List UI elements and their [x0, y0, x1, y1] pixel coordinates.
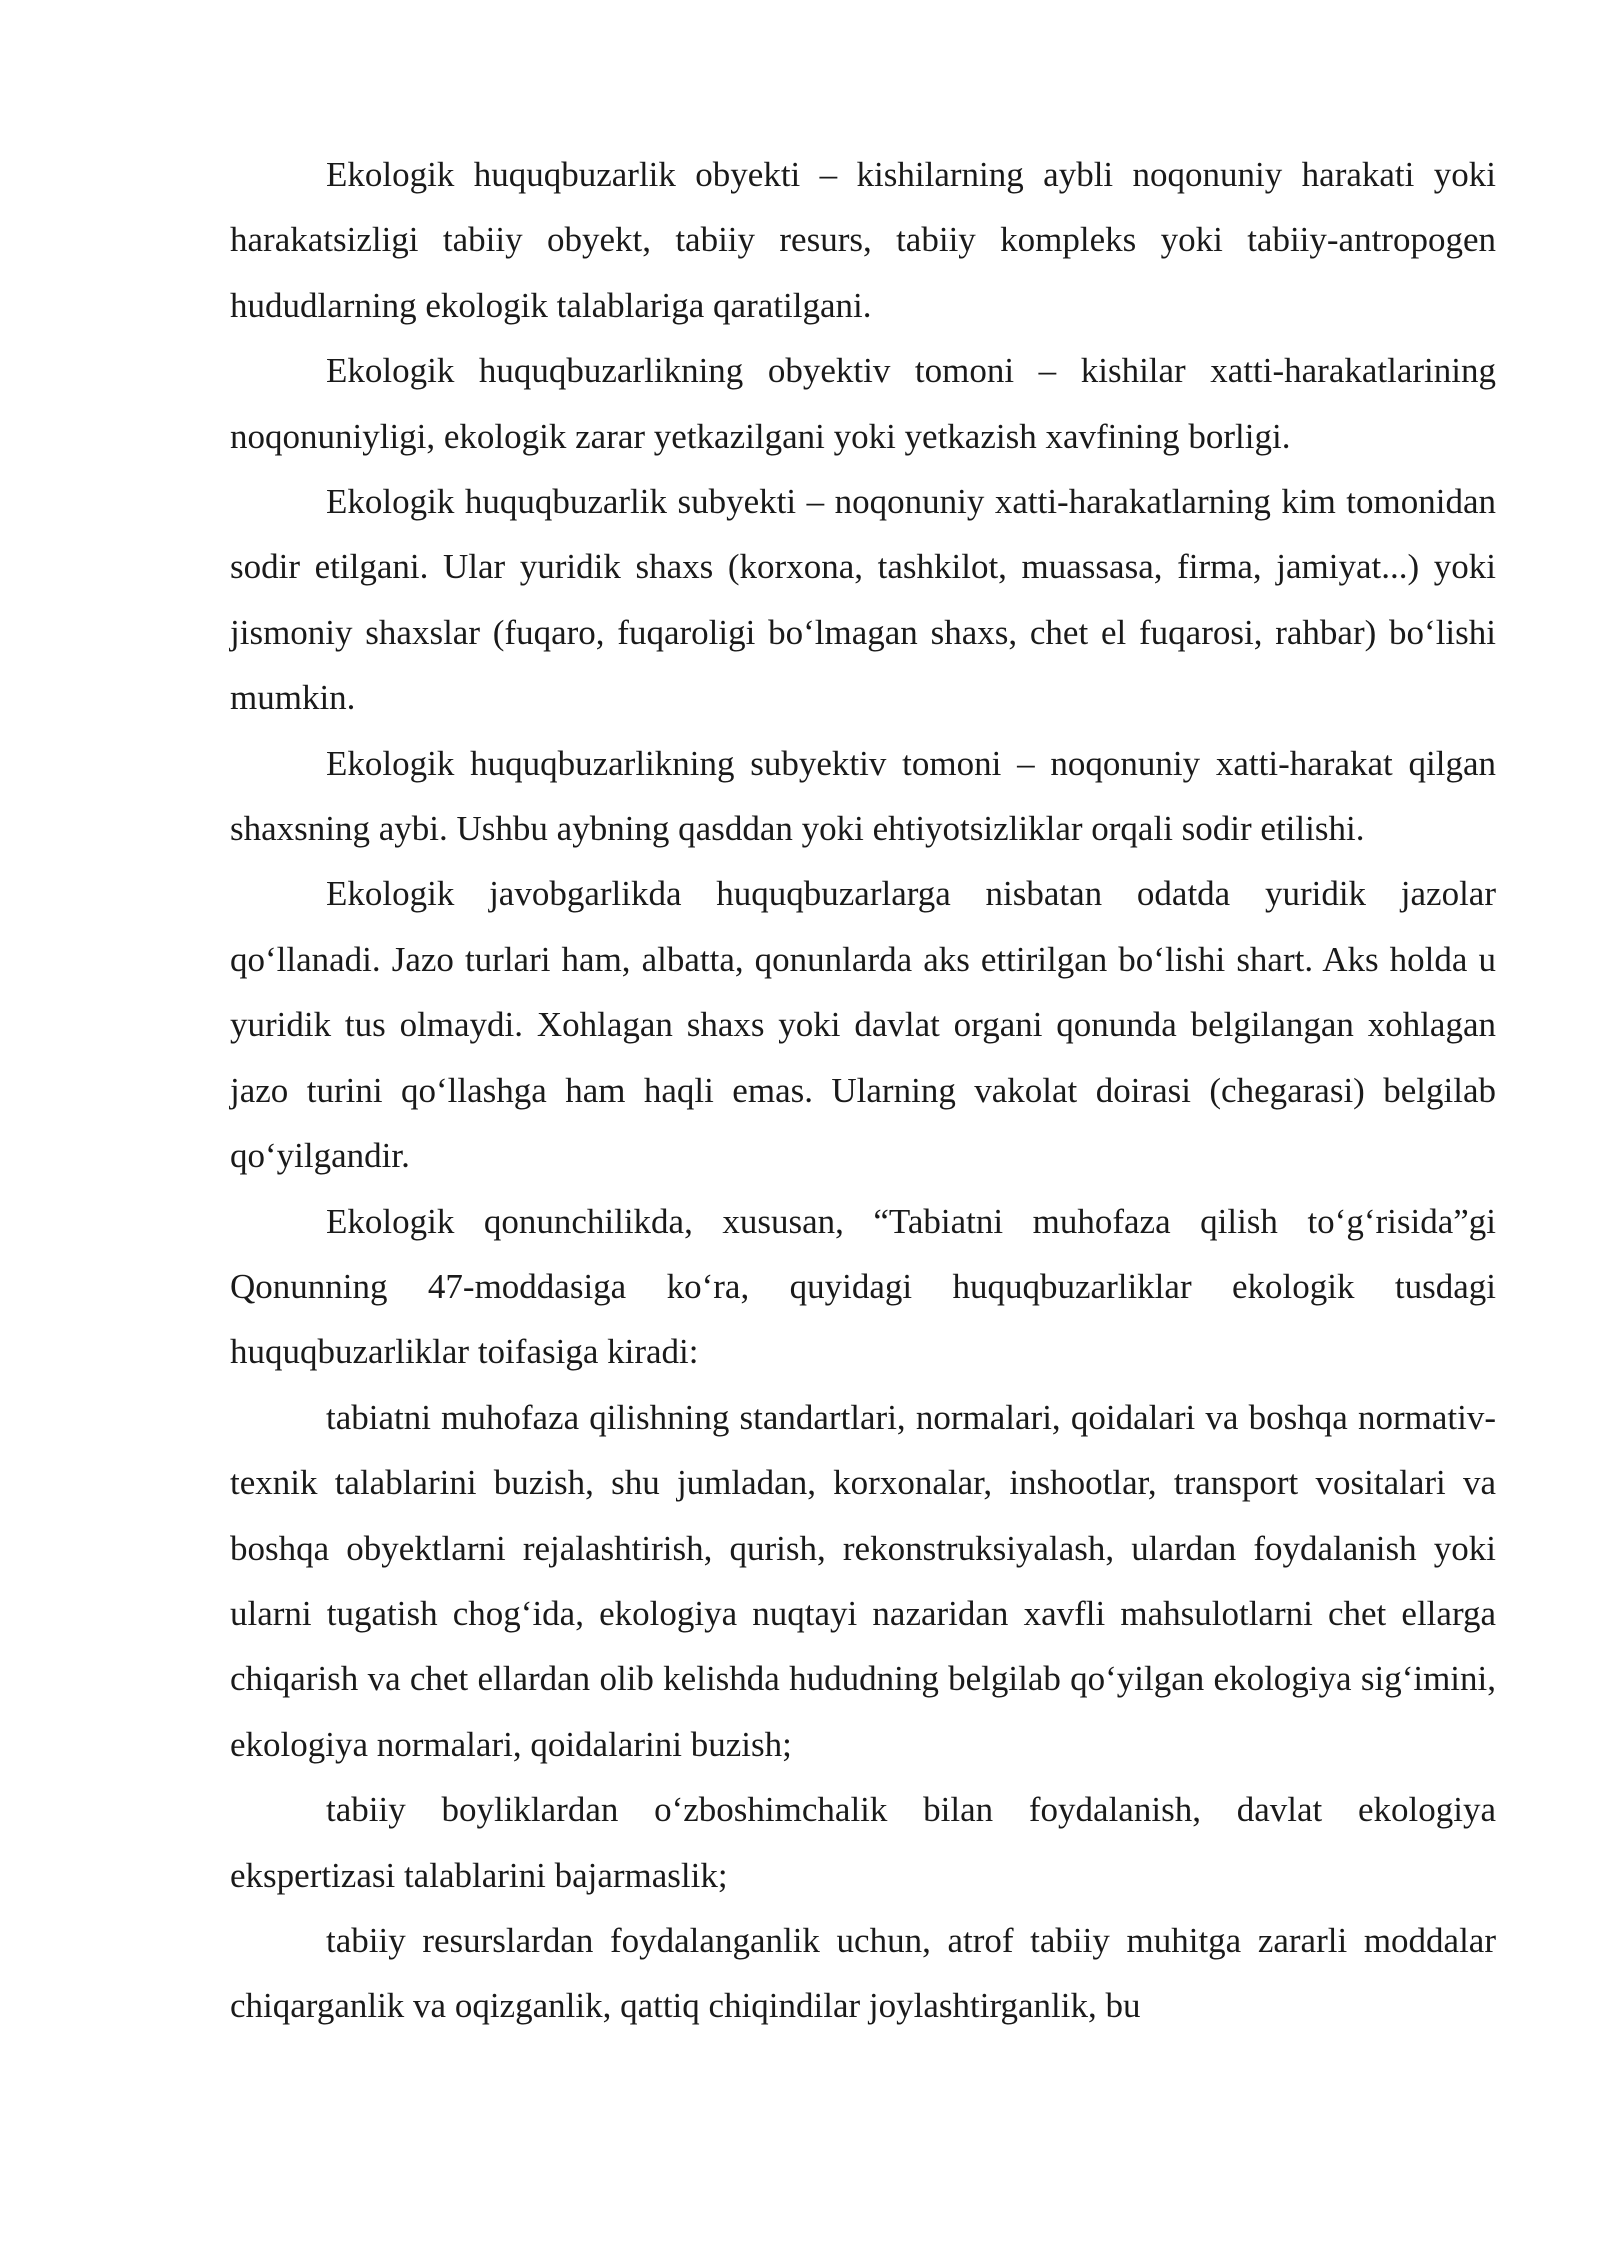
paragraph-1: Ekologik huquqbuzarlik obyekti – kishilarning aybli noqonuniy harakati yoki harakatsizligi tabiiy obyekt, tabiiy resurs, tabiiy kompleks yoki tabiiy-antropogen hududlarning ekologik talablariga qaratilgani. [230, 155, 1496, 325]
paragraph-6: Ekologik qonunchilikda, xususan, “Tabiatni muhofaza qilish to‘g‘risida”gi Qonunning 47-moddasiga ko‘ra, quyidagi huquqbuzarliklar ekologik tusdagi huquqbuzarliklar toifasiga kiradi: [230, 1201, 1496, 1372]
paragraph-4: Ekologik huquqbuzarlikning subyektiv tomoni – noqonuniy xatti-harakat qilgan shaxsning aybi. Ushbu aybning qasddan yoki ehtiyotsizliklar orqali sodir etilishi. [230, 743, 1496, 849]
document-page [230, 142, 1496, 2039]
paragraph-5: Ekologik javobgarlikda huquqbuzarlarga nisbatan odatda yuridik jazolar qo‘llanadi. Jazo turlari ham, albatta, qonunlarda aks ettirilgan bo‘lishi shart. Aks holda u yuridik tus olmaydi. Xohlagan shaxs yoki davlat organi qonunda belgilangan xohlagan jazo turini qo‘llashga ham haqli emas. Ularning vakolat doirasi (chegarasi) belgilab qo‘yilgandir. [230, 874, 1496, 1176]
paragraph-2: Ekologik huquqbuzarlikning obyektiv tomoni – kishilar xatti-harakatlarining noqonuniyligi, ekologik zarar yetkazilgani yoki yetkazish xavfining borligi. [230, 351, 1496, 456]
paragraph-3: Ekologik huquqbuzarlik subyekti – noqonuniy xatti-harakatlarning kim tomonidan sodir etilgani. Ular yuridik shaxs (korxona, tashkilot, muassasa, firma, jamiyat...) yoki jismoniy shaxslar (fuqaro, fuqaroligi bo‘lmagan shaxs, chet el fuqarosi, rahbar) bo‘lishi mumkin. [230, 482, 1496, 718]
paragraph-9: tabiiy resurslardan foydalanganlik uchun, atrof tabiiy muhitga zararli moddalar chiqarganlik va oqizganlik, qattiq chiqindilar joylashtirganlik, bu [230, 1920, 1496, 2026]
paragraph-7: tabiatni muhofaza qilishning standartlari, normalari, qoidalari va boshqa normativ-texnik talablarini buzish, shu jumladan, korxonalar, inshootlar, transport vositalari va boshqa obyektlarni rejalashtirish, qurish, rekonstruksiyalash, ulardan foydalanish yoki ularni tugatish chog‘ida, ekologiya nuqtayi nazaridan xavfli mahsulotlarni chet ellarga chiqarish va chet ellardan olib kelishda hududning belgilab qo‘yilgan ekologiya sig‘imini, ekologiya normalari, qoidalarini buzish; [230, 1397, 1496, 1764]
paragraph-8: tabiiy boyliklardan o‘zboshimchalik bilan foydalanish, davlat ekologiya ekspertizasi talablarini bajarmaslik; [230, 1790, 1496, 1895]
